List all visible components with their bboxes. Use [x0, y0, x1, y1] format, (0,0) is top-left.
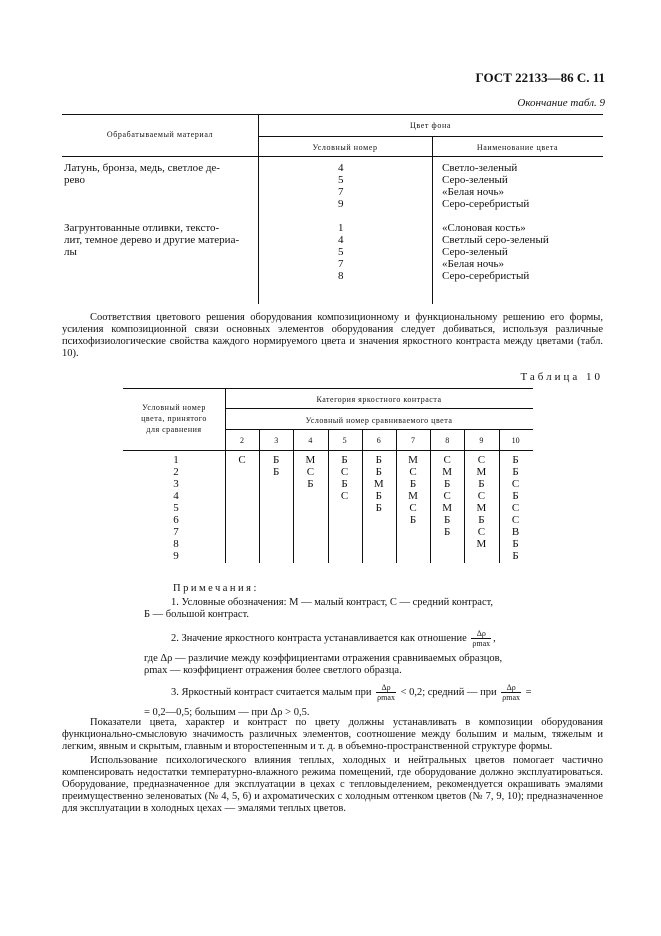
table-10	[123, 388, 533, 563]
note-2-line: 2. Значение яркостного контраста устанавливается как отношение $\frac{\Delta\rho}{\rho\max}$ ,	[171, 629, 496, 648]
note-3-text-c: =	[525, 686, 532, 698]
note-3-line-2: = 0,2—0,5; большим — при Δρ > 0,5.	[144, 707, 310, 718]
table-row-names: Светло-зеленый Серо-зеленый «Белая ночь» Серо-серебристый	[442, 162, 530, 210]
col-bg-header: Цвет фона	[410, 121, 451, 130]
note-2-text: 2. Значение яркостного контраста устанавливается как отношение	[171, 632, 467, 644]
fraction-bottom: ρmax	[377, 693, 395, 702]
table-row-material: Латунь, бронза, медь, светлое де- рево	[64, 162, 220, 186]
contrast-column: Б Б	[273, 454, 280, 478]
paragraph-3: Использование психологического влияния теплых, холодных и нейтральных цветов помогает частично компенсировать недостатки температурно-влажного режима помещений, где оборудование должно эксплуатироваться. Оборудование, предназначенное для эксплуатации в цехах с тепловыделением, рекомендуется окрашивать эмалями преимущественно зеленоватых (№ 4, 5, 6) и ахроматических с холодным оттенком цветов (№ 7, 9, 10); предназначенное для эксплуатации в холодных цехах — эмалями теплых цветов.	[62, 755, 603, 814]
delta-rho-fraction	[376, 683, 396, 702]
col-number-header: 4	[308, 436, 313, 445]
note-3-text-b: < 0,2; средний — при	[400, 686, 497, 698]
fraction-top: Δρ	[501, 683, 521, 693]
col-ref-header: Условный номер цвета, принятого для сравнения	[141, 403, 207, 434]
note-2-line-2: где Δρ — различие между коэффициентами отражения сравниваемых образцов,	[144, 653, 503, 664]
table-row-names: «Слоновая кость» Светлый серо-зеленый Серо-зеленый «Белая ночь» Серо-серебристый	[442, 222, 549, 282]
paragraph-1-text: Соответствия цветового решения оборудования композиционному и функциональному решению его формы, усиления композиционной связи основных элементов оборудования следует добиваться, используя различные психофизиологические свойства каждого нормируемого цвета и значения яркостного контраста между цветами (табл. 10).	[62, 312, 603, 359]
fraction-bottom: ρmax	[472, 639, 491, 648]
contrast-column: Б Б М Б Б	[373, 454, 384, 514]
col-number-header: 6	[376, 436, 381, 445]
paragraph-2: Показатели цвета, характер и контраст по цвету должны устанавливать в композиции оборудования функционально-смысловую значимость различных элементов, соотношение между большим и малым, тяжелым и легким, явным и скрытым, главным и второстепенным и т. д. в объемно-пространственной структуре формы.	[62, 717, 603, 752]
col-number-header: 9	[479, 436, 484, 445]
note-1-line-1: 1. Условные обозначения: М — малый контраст, С — средний контраст,	[171, 597, 494, 608]
note-1-line-2: Б — большой контраст.	[144, 609, 249, 620]
col-name-header: Наименование цвета	[476, 143, 559, 152]
delta-rho-fraction	[471, 629, 491, 648]
table-row-numbers: 1 4 5 7 8	[338, 222, 344, 282]
contrast-column: М С Б	[305, 454, 316, 490]
note-3-text-a: 3. Яркостный контраст считается малым при	[171, 686, 372, 698]
col-number-header: 3	[274, 436, 279, 445]
table-row-numbers: 4 5 7 9	[338, 162, 344, 210]
col-material-header: Обрабатываемый материал	[106, 130, 214, 139]
page-header: ГОСТ 22133—86 С. 11	[475, 70, 605, 85]
contrast-column: С М Б С М Б С М	[476, 454, 487, 550]
col-number-header: 2	[240, 436, 244, 445]
table-continuation-label: Окончание табл. 9	[517, 97, 605, 109]
col-number-header: 5	[342, 436, 347, 445]
paragraph-1	[62, 312, 603, 360]
contrast-column: С	[238, 454, 246, 466]
table-10-label: Таблица 10	[520, 371, 603, 383]
col-number-header: 7	[411, 436, 415, 445]
table-row-material: Загрунтованные отливки, тексто- лит, темное дерево и другие материа- лы	[64, 222, 240, 258]
note-2-line-3: ρmax — коэффициент отражения более светлого образца.	[144, 665, 402, 676]
bottom-text	[62, 717, 603, 815]
note-3-line	[171, 683, 532, 702]
contrast-column: С М Б С М Б Б	[442, 454, 453, 538]
table-9	[62, 114, 603, 304]
notes-title: Примечания:	[173, 583, 259, 594]
delta-rho-fraction	[501, 683, 521, 702]
contrast-column: Б С Б С	[340, 454, 349, 502]
col-num-header: Условный номер	[312, 143, 378, 152]
col-number-header: 10	[511, 436, 520, 445]
fraction-top: Δρ	[376, 683, 396, 693]
contrast-column: Б Б С Б С С В Б Б	[511, 454, 520, 562]
col-number-header: 8	[445, 436, 450, 445]
fraction-top: Δρ	[471, 629, 491, 639]
contrast-column: М С Б М С Б	[408, 454, 418, 526]
col-compared-header: Условный номер сравниваемого цвета	[305, 416, 453, 425]
col-category-header: Категория яркостного контраста	[316, 395, 442, 404]
fraction-bottom: ρmax	[502, 693, 521, 702]
table-row-numbers: 1 2 3 4 5 6 7 8 9	[173, 454, 179, 562]
